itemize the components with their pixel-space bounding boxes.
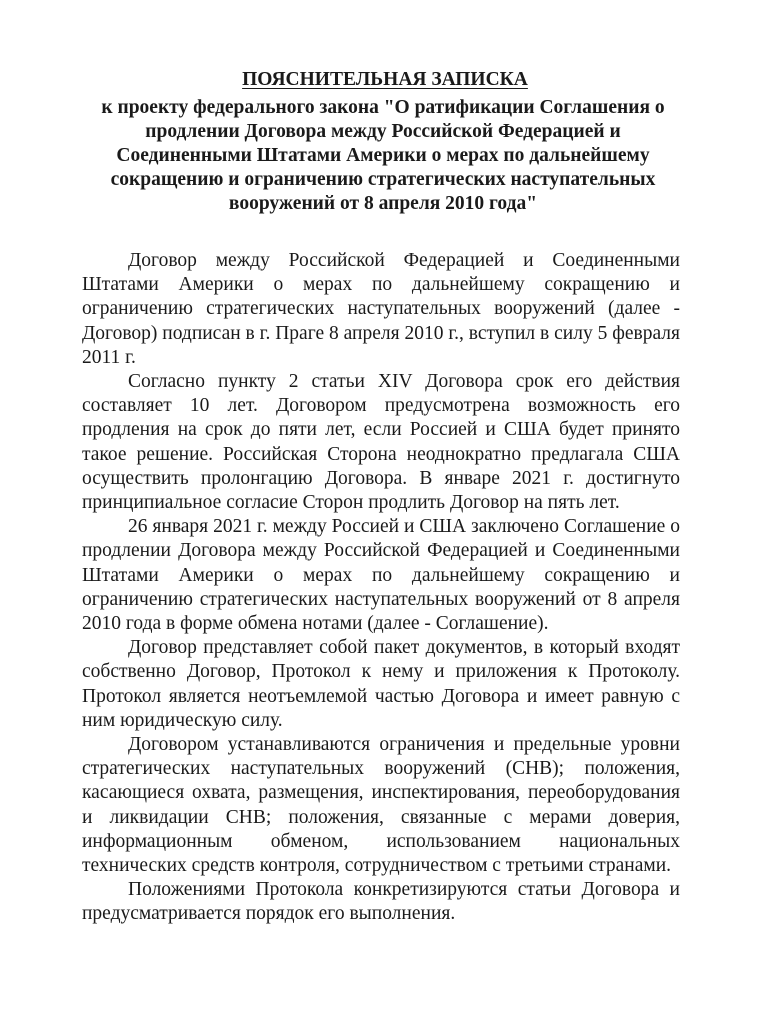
document-body xyxy=(82,249,680,927)
paragraph: Согласно пункту 2 статьи XIV Договора срок его действия составляет 10 лет. Договором предусмотрена возможность его продления на срок до пяти лет, если Россией и США будет принято такое решение. Российская Сторона неоднократно предлагала США осуществить пролонгацию Договора. В январе 2021 г. достигнуто принципиальное согласие Сторон продлить Договор на пять лет. xyxy=(82,371,680,514)
document-subtitle: к проекту федерального закона "О ратификации Соглашения о продлении Договора между Российской Федерацией и Соединенными Штатами Америки о мерах по дальнейшему сокращению и ограничению стратегических наступательных вооружений от 8 апреля 2010 года" xyxy=(101,97,665,214)
document-title: ПОЯСНИТЕЛЬНАЯ ЗАПИСКА xyxy=(242,69,528,90)
paragraph: 26 января 2021 г. между Россией и США заключено Соглашение о продлении Договора между Российской Федерацией и Соединенными Штатами Америки о мерах по дальнейшему сокращению и ограничению стратегических наступательных вооружений от 8 апреля 2010 года в форме обмена нотами (далее - Соглашение). xyxy=(82,516,680,635)
paragraph: Договор представляет собой пакет документов, в который входят собственно Договор, Протокол к нему и приложения к Протоколу. Протокол является неотъемлемой частью Договора и имеет равную с ним юридическую силу. xyxy=(82,637,680,731)
paragraph: Договор между Российской Федерацией и Соединенными Штатами Америки о мерах по дальнейшему сокращению и ограничению стратегических наступательных вооружений (далее - Договор) подписан в г. Праге 8 апреля 2010 г., вступил в силу 5 февраля 2011 г. xyxy=(82,250,680,368)
paragraph: Договором устанавливаются ограничения и предельные уровни стратегических наступательных вооружений (СНВ); положения, касающиеся охвата, размещения, инспектирования, переоборудования и ликвидации СНВ; положения, связанные с мерами доверия, информационным обменом, использованием национальных технических средств контроля, сотрудничеством с третьими странами. xyxy=(82,734,680,877)
paragraph: Положениями Протокола конкретизируются статьи Договора и предусматривается порядок его выполнения. xyxy=(82,879,680,925)
